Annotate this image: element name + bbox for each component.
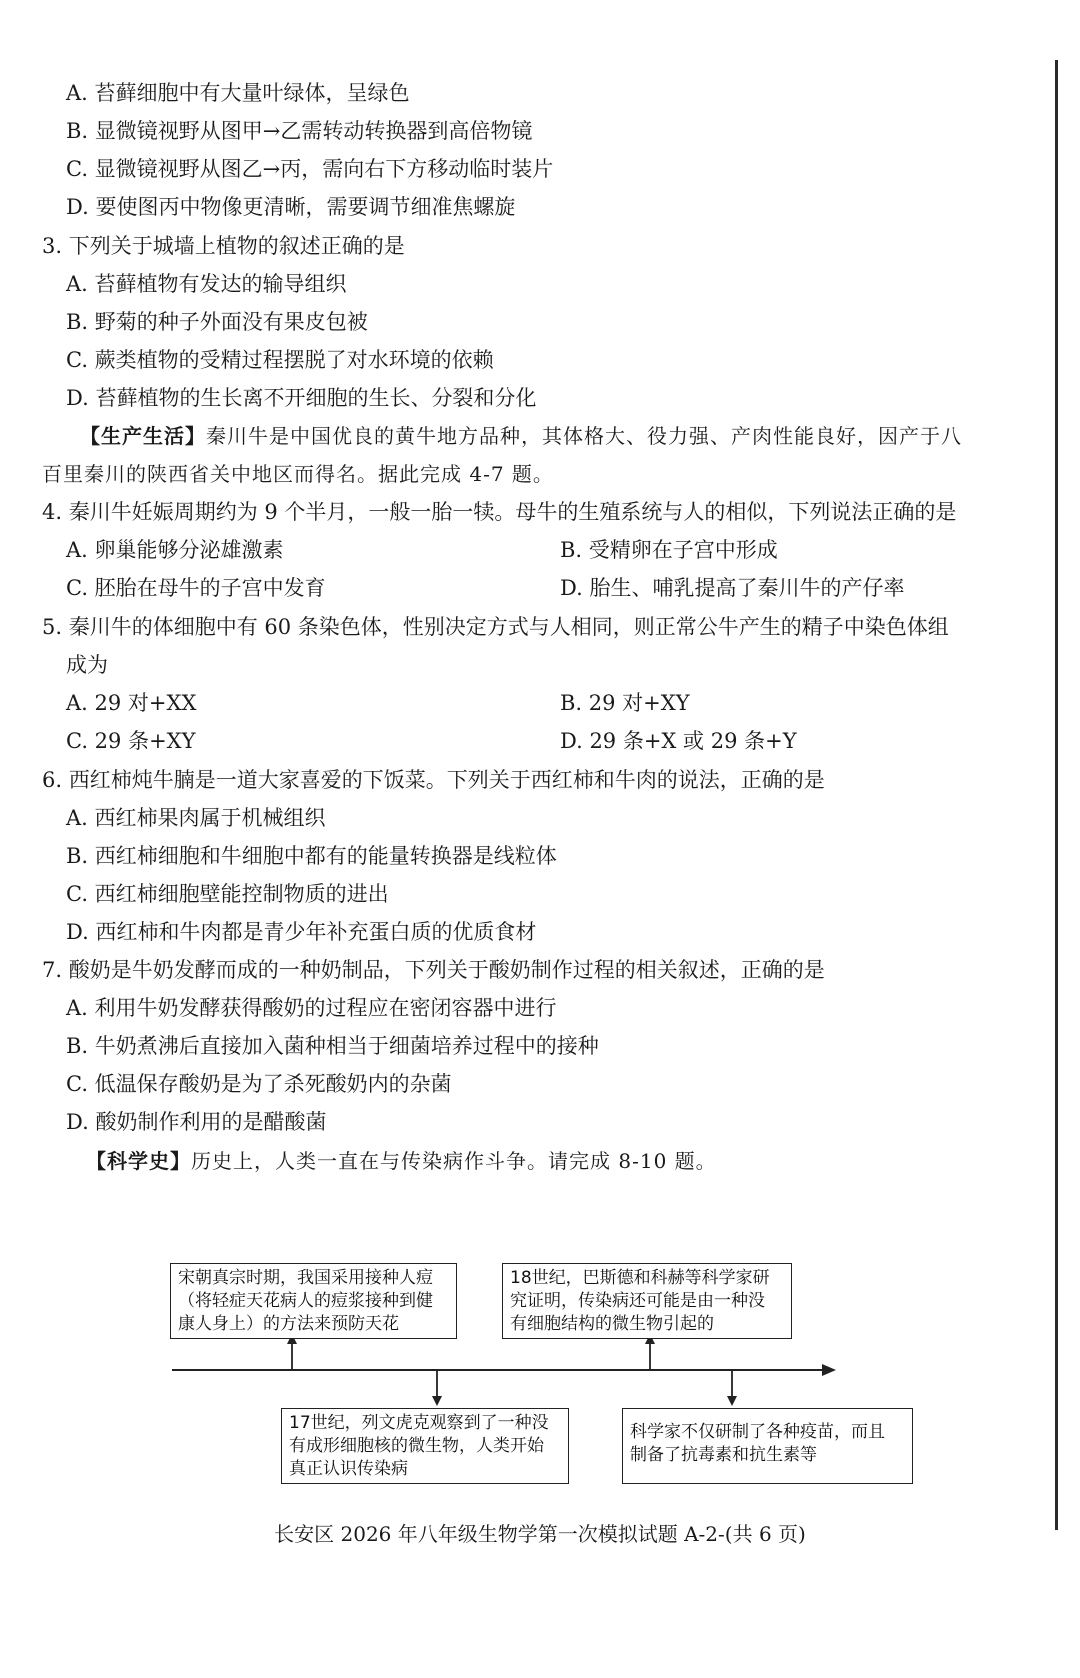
q3-option-d: D. 苔藓植物的生长离不开细胞的生长、分裂和分化 (66, 386, 537, 410)
q6-option-a: A. 西红柿果肉属于机械组织 (66, 806, 326, 830)
q6-option-d: D. 西红柿和牛肉都是青少年补充蛋白质的优质食材 (66, 920, 537, 944)
q4-option-d: D. 胎生、哺乳提高了秦川牛的产仔率 (560, 576, 905, 600)
q3-option-b: B. 野菊的种子外面没有果皮包被 (66, 310, 368, 334)
q2-option-b: B. 显微镜视野从图甲→乙需转动转换器到高倍物镜 (66, 119, 533, 143)
q6-option-b: B. 西红柿细胞和牛细胞中都有的能量转换器是线粒体 (66, 844, 557, 868)
q7-option-a: A. 利用牛奶发酵获得酸奶的过程应在密闭容器中进行 (66, 996, 557, 1020)
q7-stem: 7. 酸奶是牛奶发酵而成的一种奶制品，下列关于酸奶制作过程的相关叙述，正确的是 (42, 958, 825, 982)
timeline-box-song-dynasty: 宋朝真宗时期，我国采用接种人痘 （将轻症天花病人的痘浆接种到健 康人身上）的方法来预防天花 (170, 1263, 457, 1339)
arrow-to-box3-head (432, 1396, 442, 1406)
intro-science-text: 历史上，人类一直在与传染病作斗争。请完成 8-10 题。 (191, 1149, 717, 1173)
q4-stem: 4. 秦川牛妊娠周期约为 9 个半月，一般一胎一犊。母牛的生殖系统与人的相似，下列说法正确的是 (42, 500, 957, 524)
q5-stem-line2: 成为 (66, 653, 108, 677)
q4-option-a: A. 卵巢能够分泌雄激素 (66, 538, 284, 562)
arrow-to-box4-head (727, 1396, 737, 1406)
q6-option-c: C. 西红柿细胞壁能控制物质的进出 (66, 882, 389, 906)
q7-option-d: D. 酸奶制作利用的是醋酸菌 (66, 1110, 327, 1134)
q2-option-c: C. 显微镜视野从图乙→丙，需向右下方移动临时装片 (66, 157, 554, 181)
q5-option-d: D. 29 条+X 或 29 条+Y (560, 729, 797, 753)
page-footer: 长安区 2026 年八年级生物学第一次模拟试题 A-2-(共 6 页) (274, 1522, 806, 1546)
timeline-arrowhead (822, 1364, 836, 1376)
timeline-box-17th-century: 17世纪，列文虎克观察到了一种没 有成形细胞核的微生物，人类开始 真正认识传染病 (281, 1408, 569, 1484)
q6-stem: 6. 西红柿炖牛腩是一道大家喜爱的下饭菜。下列关于西红柿和牛肉的说法，正确的是 (42, 768, 825, 792)
q4-option-c: C. 胚胎在母牛的子宫中发育 (66, 576, 326, 600)
intro-production-text1: 秦川牛是中国优良的黄牛地方品种，其体格大、役力强、产肉性能良好，因产于八 (206, 424, 962, 448)
intro-production-line2: 百里秦川的陕西省关中地区而得名。据此完成 4-7 题。 (42, 462, 554, 486)
intro-science-tag: 【科学史】 (86, 1149, 191, 1173)
intro-production-tag: 【生产生活】 (80, 424, 206, 448)
q5-option-c: C. 29 条+XY (66, 729, 196, 753)
q5-stem-line1: 5. 秦川牛的体细胞中有 60 条染色体，性别决定方式与人相同，则正常公牛产生的精子中染色体组 (42, 615, 949, 639)
q2-option-d: D. 要使图丙中物像更清晰，需要调节细准焦螺旋 (66, 195, 516, 219)
q5-option-b: B. 29 对+XY (560, 691, 690, 715)
timeline-box-18th-century: 18世纪，巴斯德和科赫等科学家研 究证明，传染病还可能是由一种没 有细胞结构的微生物引起的 (502, 1263, 792, 1339)
q7-option-c: C. 低温保存酸奶是为了杀死酸奶内的杂菌 (66, 1072, 452, 1096)
q5-option-a: A. 29 对+XX (66, 691, 197, 715)
timeline-box-vaccines: 科学家不仅研制了各种疫苗，而且 制备了抗毒素和抗生素等 (622, 1408, 913, 1484)
q3-option-a: A. 苔藓植物有发达的输导组织 (66, 272, 347, 296)
q3-stem: 3. 下列关于城墙上植物的叙述正确的是 (42, 234, 405, 258)
q7-option-b: B. 牛奶煮沸后直接加入菌种相当于细菌培养过程中的接种 (66, 1034, 599, 1058)
q4-option-b: B. 受精卵在子宫中形成 (560, 538, 778, 562)
q2-option-a: A. 苔藓细胞中有大量叶绿体，呈绿色 (66, 81, 410, 105)
q3-option-c: C. 蕨类植物的受精过程摆脱了对水环境的依赖 (66, 348, 494, 372)
